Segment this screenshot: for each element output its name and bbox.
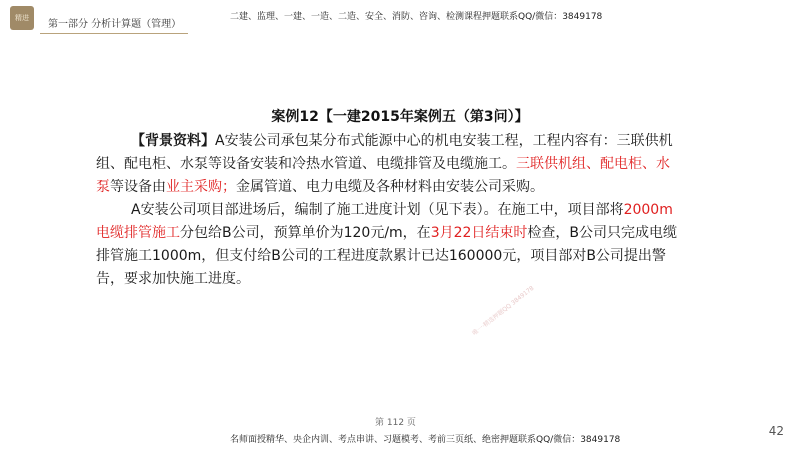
section-title: 第一部分 分析计算题（管理） [48, 19, 182, 30]
footer-banner: 名师面授精华、央企内训、考点串讲、习题模考、考前三页纸、绝密押题联系QQ/微信：3849178 [230, 435, 621, 445]
header-divider [40, 33, 188, 34]
paragraph-text: 等设备由 [110, 179, 166, 195]
background-label: 【背景资料】 [131, 133, 215, 149]
case-content [96, 130, 680, 291]
highlight-text: 3月22日结束时 [430, 225, 528, 241]
top-banner: 二建、监理、一建、一造、二造、安全、消防、咨询、检测课程押题联系QQ/微信：3849178 [230, 12, 603, 22]
page-label: 第 112 页 [375, 418, 416, 428]
paragraph-text: 金属管道、电力电缆及各种材料由安装公司采购。 [236, 179, 544, 195]
highlight-text: 三联供机组、配电柜、水泵 [96, 156, 670, 195]
schedule-paragraph [96, 199, 680, 291]
highlight-text: 2000m电缆排管施工 [96, 202, 673, 241]
case-title: 案例12【一建2015年案例五（第3问）】 [271, 109, 529, 125]
paragraph-text: 检查，B公司只完成电缆排管施工1000m，但支付给B公司的工程进度款累计已达160000元，项目部对B公司提出警告，要求加快施工进度。 [96, 225, 678, 287]
slide-number: 42 [768, 424, 784, 438]
brand-logo [10, 6, 34, 30]
logo-text: 精进 [15, 14, 29, 22]
paragraph-text: A安装公司承包某分布式能源中心的机电安装工程，工程内容有：三联供机组、配电柜、水泵等设备安装和冷热水管道、电缆排管及电缆施工。 [96, 133, 673, 172]
paragraph-text: A安装公司项目部进场后，编制了施工进度计划（见下表）。在施工中，项目部将 [131, 202, 624, 218]
background-paragraph [96, 130, 680, 199]
highlight-text: 业主采购； [166, 179, 236, 195]
paragraph-text: 分包给B公司，预算单价为120元/m，在 [180, 225, 431, 241]
watermark-text: 唯一·精选押题QQ 3849178 [471, 284, 536, 338]
